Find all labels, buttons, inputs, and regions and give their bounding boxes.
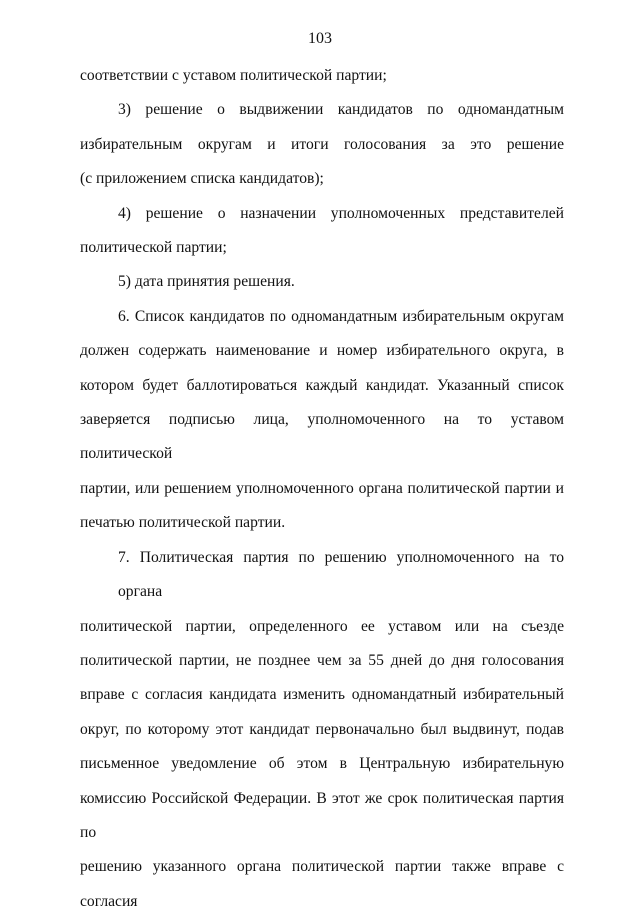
paragraph-continuation	[80, 59, 564, 93]
text-line: 3) решение о выдвижении кандидатов по одномандатным	[118, 101, 564, 119]
text-line: должен содержать наименование и номер избирательного округа, в	[80, 342, 564, 360]
text-line: вправе с согласия кандидата изменить одномандатный избирательный	[80, 686, 564, 704]
text-line: заверяется подписью лица, уполномоченного на то уставом политической	[80, 411, 564, 463]
text-line: округ, по которому этот кандидат первоначально был выдвинут, подав	[80, 720, 564, 738]
paragraph-item-5	[80, 265, 564, 299]
text-line: партии, или решением уполномоченного органа политической партии и	[80, 479, 564, 497]
text-line: 5) дата принятия решения.	[118, 273, 295, 291]
text-line: решению указанного органа политической партии также вправе с согласия	[80, 858, 564, 910]
paragraph-section-7	[80, 541, 564, 919]
paragraph-item-3	[80, 93, 564, 196]
paragraph-item-4	[80, 197, 564, 266]
paragraph-section-6	[80, 300, 564, 541]
text-line: комиссию Российской Федерации. В этот же срок политическая партия по	[80, 789, 564, 841]
text-line: соответствии с уставом политической партии;	[80, 67, 387, 84]
text-line: избирательным округам и итоги голосования за это решение	[80, 135, 564, 153]
text-line: (с приложением списка кандидатов);	[80, 170, 324, 188]
page-number: 103	[308, 30, 332, 47]
text-line: политической партии, определенного ее уставом или на съезде	[80, 617, 564, 635]
text-line: политической партии, не позднее чем за 55 дней до дня голосования	[80, 651, 564, 669]
text-line: 6. Список кандидатов по одномандатным избирательным округам	[118, 307, 564, 325]
text-line: письменное уведомление об этом в Центральную избирательную	[80, 755, 564, 773]
text-line: печатью политической партии.	[80, 514, 286, 532]
text-line: политической партии;	[80, 239, 227, 257]
text-line: котором будет баллотироваться каждый кандидат. Указанный список	[80, 376, 564, 394]
text-line: 7. Политическая партия по решению уполномоченного на то органа	[118, 548, 564, 601]
document-body	[80, 59, 564, 919]
text-line: 4) решение о назначении уполномоченных представителей	[118, 204, 564, 222]
